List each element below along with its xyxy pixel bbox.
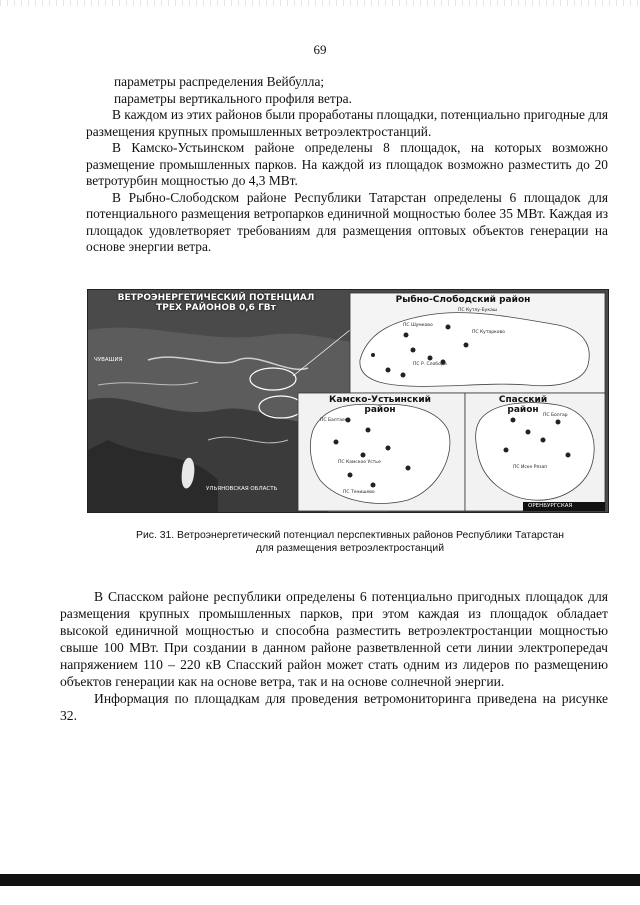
wind-potential-map-figure — [87, 289, 609, 513]
site-label: ПС Болгар — [543, 413, 568, 418]
paragraph: Информация по площадкам для проведения ветромониторинга приведена на рисунке 32. — [60, 691, 608, 723]
inset-title-spassky: Спасский район — [498, 395, 548, 415]
map-main-title: ВЕТРОЭНЕРГЕТИЧЕСКИЙ ПОТЕНЦИАЛ ТРЕХ РАЙОНОВ 0,6 ГВт — [117, 293, 315, 313]
paragraph: В каждом из этих районов были проработаны площадки, потенциально пригодные для размещения крупных промышленных ветроэлектростанций. — [86, 107, 608, 139]
map-label-chuvashia: ЧУВАШИЯ — [94, 357, 123, 363]
inset-title-rybno-slobodsky: Рыбно-Слободский район — [395, 295, 531, 305]
site-label: ПС Камское Устье — [338, 460, 381, 465]
site-label: ПС Иске Рязап — [513, 465, 548, 470]
top-text-block — [86, 74, 608, 256]
bottom-text-block — [60, 588, 608, 724]
paragraph: параметры распределения Вейбулла; — [114, 74, 325, 89]
scan-noise — [0, 0, 640, 6]
paragraph: В Камско-Устьинском районе определены 8 площадок, на которых возможно размещение промышленных парков. На каждой из площадок возможно разместить до 20 ветротурбин мощностью до 4,3 МВт. — [86, 140, 608, 188]
site-label: ПС Шумково — [403, 323, 433, 328]
paragraph: В Рыбно-Слободском районе Республики Татарстан определены 6 площадок для потенциального размещения ветропарков единичной мощностью более 35 МВт. Каждая из площадок удовлетворяет требованиям для размещения оптовых объектов генерации на основе энергии ветра. — [86, 189, 608, 254]
scan-margin-bottom — [0, 886, 640, 905]
site-label: ПС Балтаево — [320, 418, 351, 423]
inset-title-kamsko-ustinsky: Камско-Устьинский район — [329, 395, 431, 415]
caption-line: Рис. 31. Ветроэнергетический потенциал перспективных районов Республики Татарстан — [136, 530, 564, 541]
map-label-ulyanovsk: УЛЬЯНОВСКАЯ ОБЛАСТЬ — [206, 486, 278, 492]
caption-line: для размещения ветроэлектростанций — [256, 543, 444, 554]
site-label: ПС Р. Слобода — [413, 362, 447, 367]
paragraph: параметры вертикального профиля ветра. — [114, 90, 352, 106]
site-label: ПС Кутарково — [472, 330, 505, 335]
paragraph: В Спасском районе республики определены 6 потенциально пригодных площадок для размещения крупных промышленных парков, при этом каждая из площадок обладает высокой единичной мощностью и способна разместить ветроэлектростанции мощностью свыше 100 МВт. При создании в данном районе разветвленной сети линии электропередач напряжением 110 – 220 кВ Спасский район может стать одним из лидеров по размещению объектов генерации как на основе ветра, так и на основе солнечной энергии. — [60, 589, 608, 689]
map-label-orenburg: ОРЕНБУРГСКАЯ — [528, 503, 573, 509]
scan-border-bottom — [0, 874, 640, 886]
page-number: 69 — [313, 42, 327, 57]
site-label: ПС Кутлу-Букаш — [458, 308, 497, 313]
site-label: ПС Тенишево — [343, 490, 375, 495]
figure-caption — [80, 529, 620, 555]
